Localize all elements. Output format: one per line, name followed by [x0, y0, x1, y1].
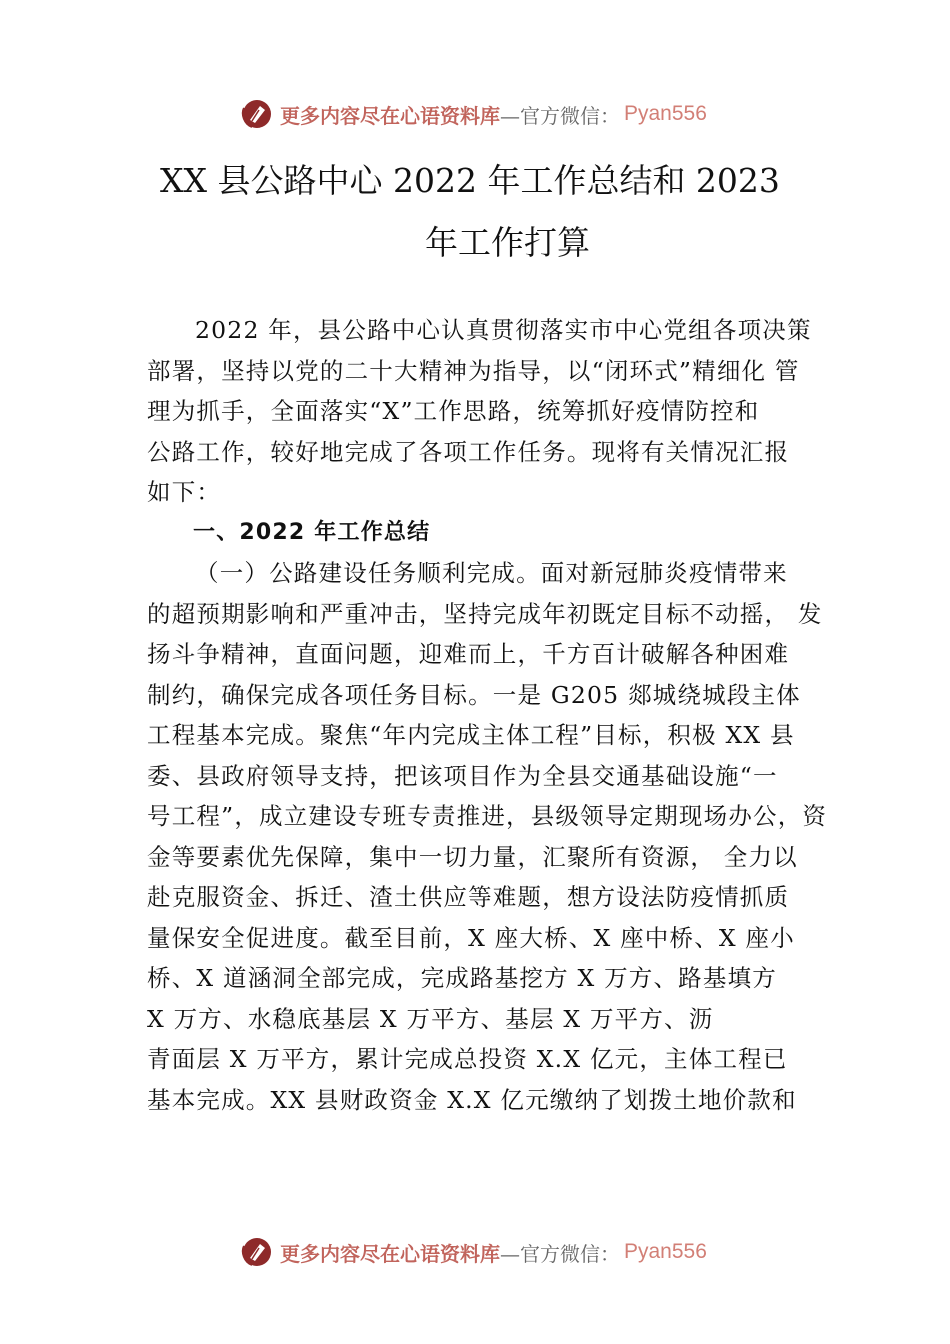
- document-title-line-2: 年工作打算: [425, 223, 590, 262]
- paragraph-line: （一）公路建设任务顺利完成。面对新冠肺炎疫情带来: [195, 559, 788, 587]
- intro-line: 理为抓手，全面落实“X”工作思路，统筹抓好疫情防控和: [147, 397, 760, 425]
- intro-line: 如下：: [147, 478, 222, 506]
- banner-wechat-label: —官方微信：: [500, 103, 620, 128]
- paragraph-line: 的超预期影响和严重冲击，坚持完成年初既定目标不动摇， 发: [147, 599, 823, 628]
- banner-promo-text: 更多内容尽在心语资料库: [280, 103, 500, 128]
- section-heading: 一、2022 年工作总结: [193, 519, 431, 545]
- paragraph-line: 工程基本完成。聚焦“年内完成主体工程”目标，积极 XX 县: [147, 721, 795, 749]
- paragraph-line: 制约，确保完成各项任务目标。一是 G205 郯城绕城段主体: [147, 680, 801, 709]
- paragraph-line: 量保安全促进度。截至目前，X 座大桥、X 座中桥、X 座小: [147, 923, 795, 952]
- pen-nib-logo-icon: [238, 96, 274, 132]
- paragraph-line: 委、县政府领导支持，把该项目作为全县交通基础设施“一: [147, 761, 778, 790]
- paragraph-line: 号工程”，成立建设专班专责推进，县级领导定期现场办公，资: [147, 802, 828, 830]
- banner-wechat-id: Pyan556: [624, 102, 707, 125]
- footer-watermark-banner: [238, 1232, 707, 1272]
- paragraph-line: 青面层 X 万平方，累计完成总投资 X.X 亿元，主体工程已: [147, 1045, 788, 1073]
- intro-line: 2022 年，县公路中心认真贯彻落实市中心党组各项决策: [195, 316, 812, 344]
- document-title-line-1: XX 县公路中心 2022 年工作总结和 2023: [160, 161, 780, 200]
- paragraph-line: 赴克服资金、拆迁、渣土供应等难题，想方设法防疫情抓质: [147, 883, 790, 911]
- paragraph-line: 金等要素优先保障，集中一切力量，汇聚所有资源， 全力以: [147, 842, 798, 871]
- header-watermark-banner: [238, 94, 707, 134]
- paragraph-line: 扬斗争精神，直面问题，迎难而上，千方百计破解各种困难: [147, 640, 790, 668]
- banner-wechat-label: —官方微信：: [500, 1241, 620, 1266]
- pen-nib-logo-icon: [238, 1234, 274, 1270]
- intro-line: 部署，坚持以党的二十大精神为指导，以“闭环式”精细化 管: [147, 356, 800, 385]
- paragraph-line: 基本完成。XX 县财政资金 X.X 亿元缴纳了划拨土地价款和: [147, 1085, 797, 1114]
- intro-line: 公路工作，较好地完成了各项工作任务。现将有关情况汇报: [147, 437, 790, 466]
- document-body: [147, 310, 827, 1120]
- paragraph-line: X 万方、水稳底基层 X 万平方、基层 X 万平方、沥: [147, 1004, 714, 1033]
- banner-promo-text: 更多内容尽在心语资料库: [280, 1241, 500, 1266]
- paragraph-line: 桥、X 道涵洞全部完成，完成路基挖方 X 万方、路基填方: [147, 964, 777, 992]
- banner-wechat-id: Pyan556: [624, 1240, 707, 1263]
